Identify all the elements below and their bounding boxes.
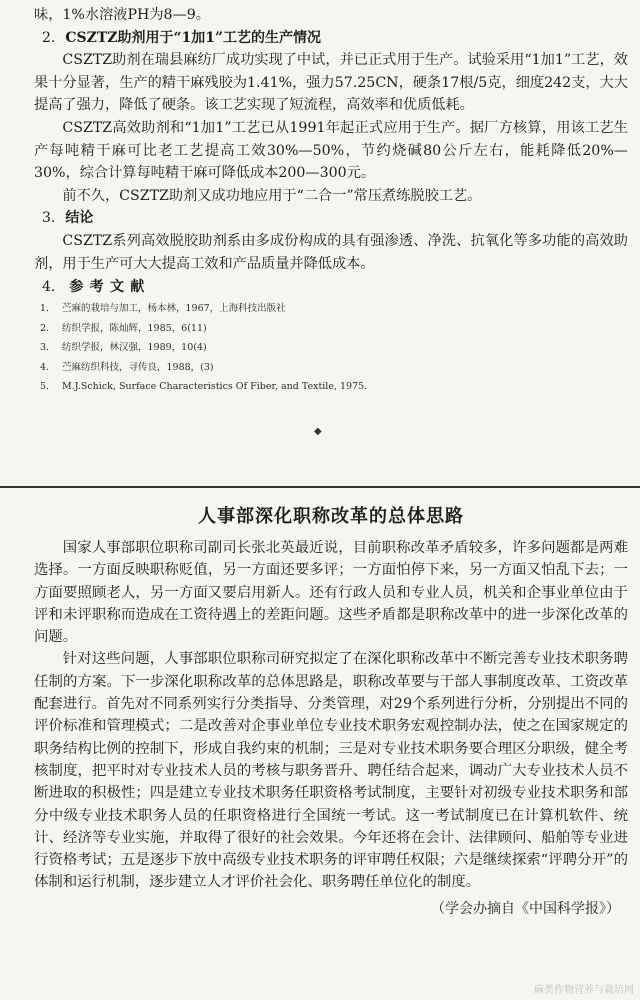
- paragraph-plan: 针对这些问题，人事部职位职称司研究拟定了在深化职称改革中不断完善专业技术职务聘任制的方案。下一步深化职称改革的总体思路是，职称改革要与干部人事制度改革、工资改革配套进行。首先对不同系列实行分类指导、分类管理，对29个系列进行分析，分别提出不同的评价标准和管理模式；二是改善对企事业单位专业技术职务宏观控制办法，使之在国家规定的职务结构比例的控制下，形成自我约束的机制；三是对专业技术职务要合理区分职级，健全考核制度，把平时对专业技术人员的考核与职务晋升、聘任结合起来，调动广大专业技术人员不断进取的积极性；四是建立专业技术职务任职资格考试制度，主要针对初级专业技术职务和部分中级专业技术职务人员的任职资格进行全国统一考试。这一考试制度已在计算机软件、统计、经济等专业实施，并取得了很好的社会效果。今年还将在会计、法律顾问、船舶等专业进行资格考试；五是逐步下放中高级专业技术职务的评审聘任权限；六是继续探索“评聘分开”的体制和运行机制，逐步建立人才评价社会化、职务聘任单位化的制度。: [34, 651, 628, 891]
- heading-number: 4.: [42, 279, 56, 296]
- section-divider: [0, 486, 640, 488]
- paragraph-problems: 国家人事部职位职称司副司长张北英最近说，目前职称改革矛盾较多，许多问题都是两难选择。一方面反映职称贬值，另一方面还要多评；一方面怕停下来，另一方面又怕乱下去；一方面要照顾老人，另一方面又要启用新人。还有行政人员和专业人员，机关和企事业单位由于评和未评职称而造成在工资待遇上的差距问题。这些矛盾都是职称改革中的进一步深化改革的问题。: [34, 540, 628, 646]
- heading-text: 参考文献: [69, 279, 151, 296]
- heading-number: 3.: [42, 210, 56, 227]
- ink-mark-icon: ◆: [314, 426, 322, 437]
- section-heading-production: [34, 27, 628, 50]
- paragraph-trial: CSZTZ助剂在瑞县麻纺厂成功实现了中试，并已正式用于生产。试验采用“1加1”工艺，效果十分显著，生产的精干麻残胶为1.41%，强力57.25CN，硬条17根/5克，细度242支，大大提高了强力，降低了硬条。该工艺实现了短流程，高效率和优质低耗。: [34, 52, 628, 114]
- paragraph-application: CSZTZ高效助剂和“1加1”工艺已从1991年起正式应用于生产。据厂方核算，用该工艺生产每吨精干麻可比老工艺提高工效30%—50%，节约烧碱80公斤左右，能耗降低20%—30%，综合计算每吨精干麻可降低成本200—300元。: [34, 119, 628, 182]
- reference-item: 4. 苎麻纺织科技，寻传良，1988，(3): [40, 361, 214, 373]
- reference-item: 5. M.J.Schick, Surface Characteristics Of Fiber, and Textile, 1975.: [40, 381, 368, 393]
- reference-item: 1. 苎麻的栽培与加工，杨本林，1967，上海科技出版社: [40, 303, 286, 315]
- paragraph-conclusion: CSZTZ系列高效脱胶助剂系由多成份构成的具有强渗透、净洗、抗氧化等多功能的高效助剂，用于生产可大大提高工效和产品质量并降低成本。: [34, 232, 628, 272]
- heading-number: 2.: [42, 29, 56, 46]
- paragraph-recent: 前不久，CSZTZ助剂又成功地应用于“二合一”常压煮练脱胶工艺。: [62, 187, 482, 204]
- section-heading-references: [34, 275, 628, 299]
- reference-item: 3. 纺织学报，林汉强，1989，10(4): [40, 342, 207, 354]
- article-title: 人事部深化职称改革的总体思路: [198, 506, 464, 527]
- heading-text: CSZTZ助剂用于“1加1”工艺的生产情况: [65, 29, 322, 46]
- source-attribution: （学会办摘自《中国科学报》）: [431, 900, 620, 917]
- reference-item: 2. 纺织学报，陈灿辉，1985，6(11): [40, 322, 207, 334]
- reference-list: [34, 299, 628, 397]
- article-section-title-reform: [34, 503, 628, 920]
- watermark: 麻类作物营养与栽培网: [534, 985, 634, 996]
- section-heading-conclusion: [34, 207, 628, 230]
- heading-text: 结论: [65, 210, 94, 227]
- article-section-ramie: [34, 4, 628, 397]
- paragraph-ph: 味，1%水溶液PH为8—9。: [34, 7, 210, 23]
